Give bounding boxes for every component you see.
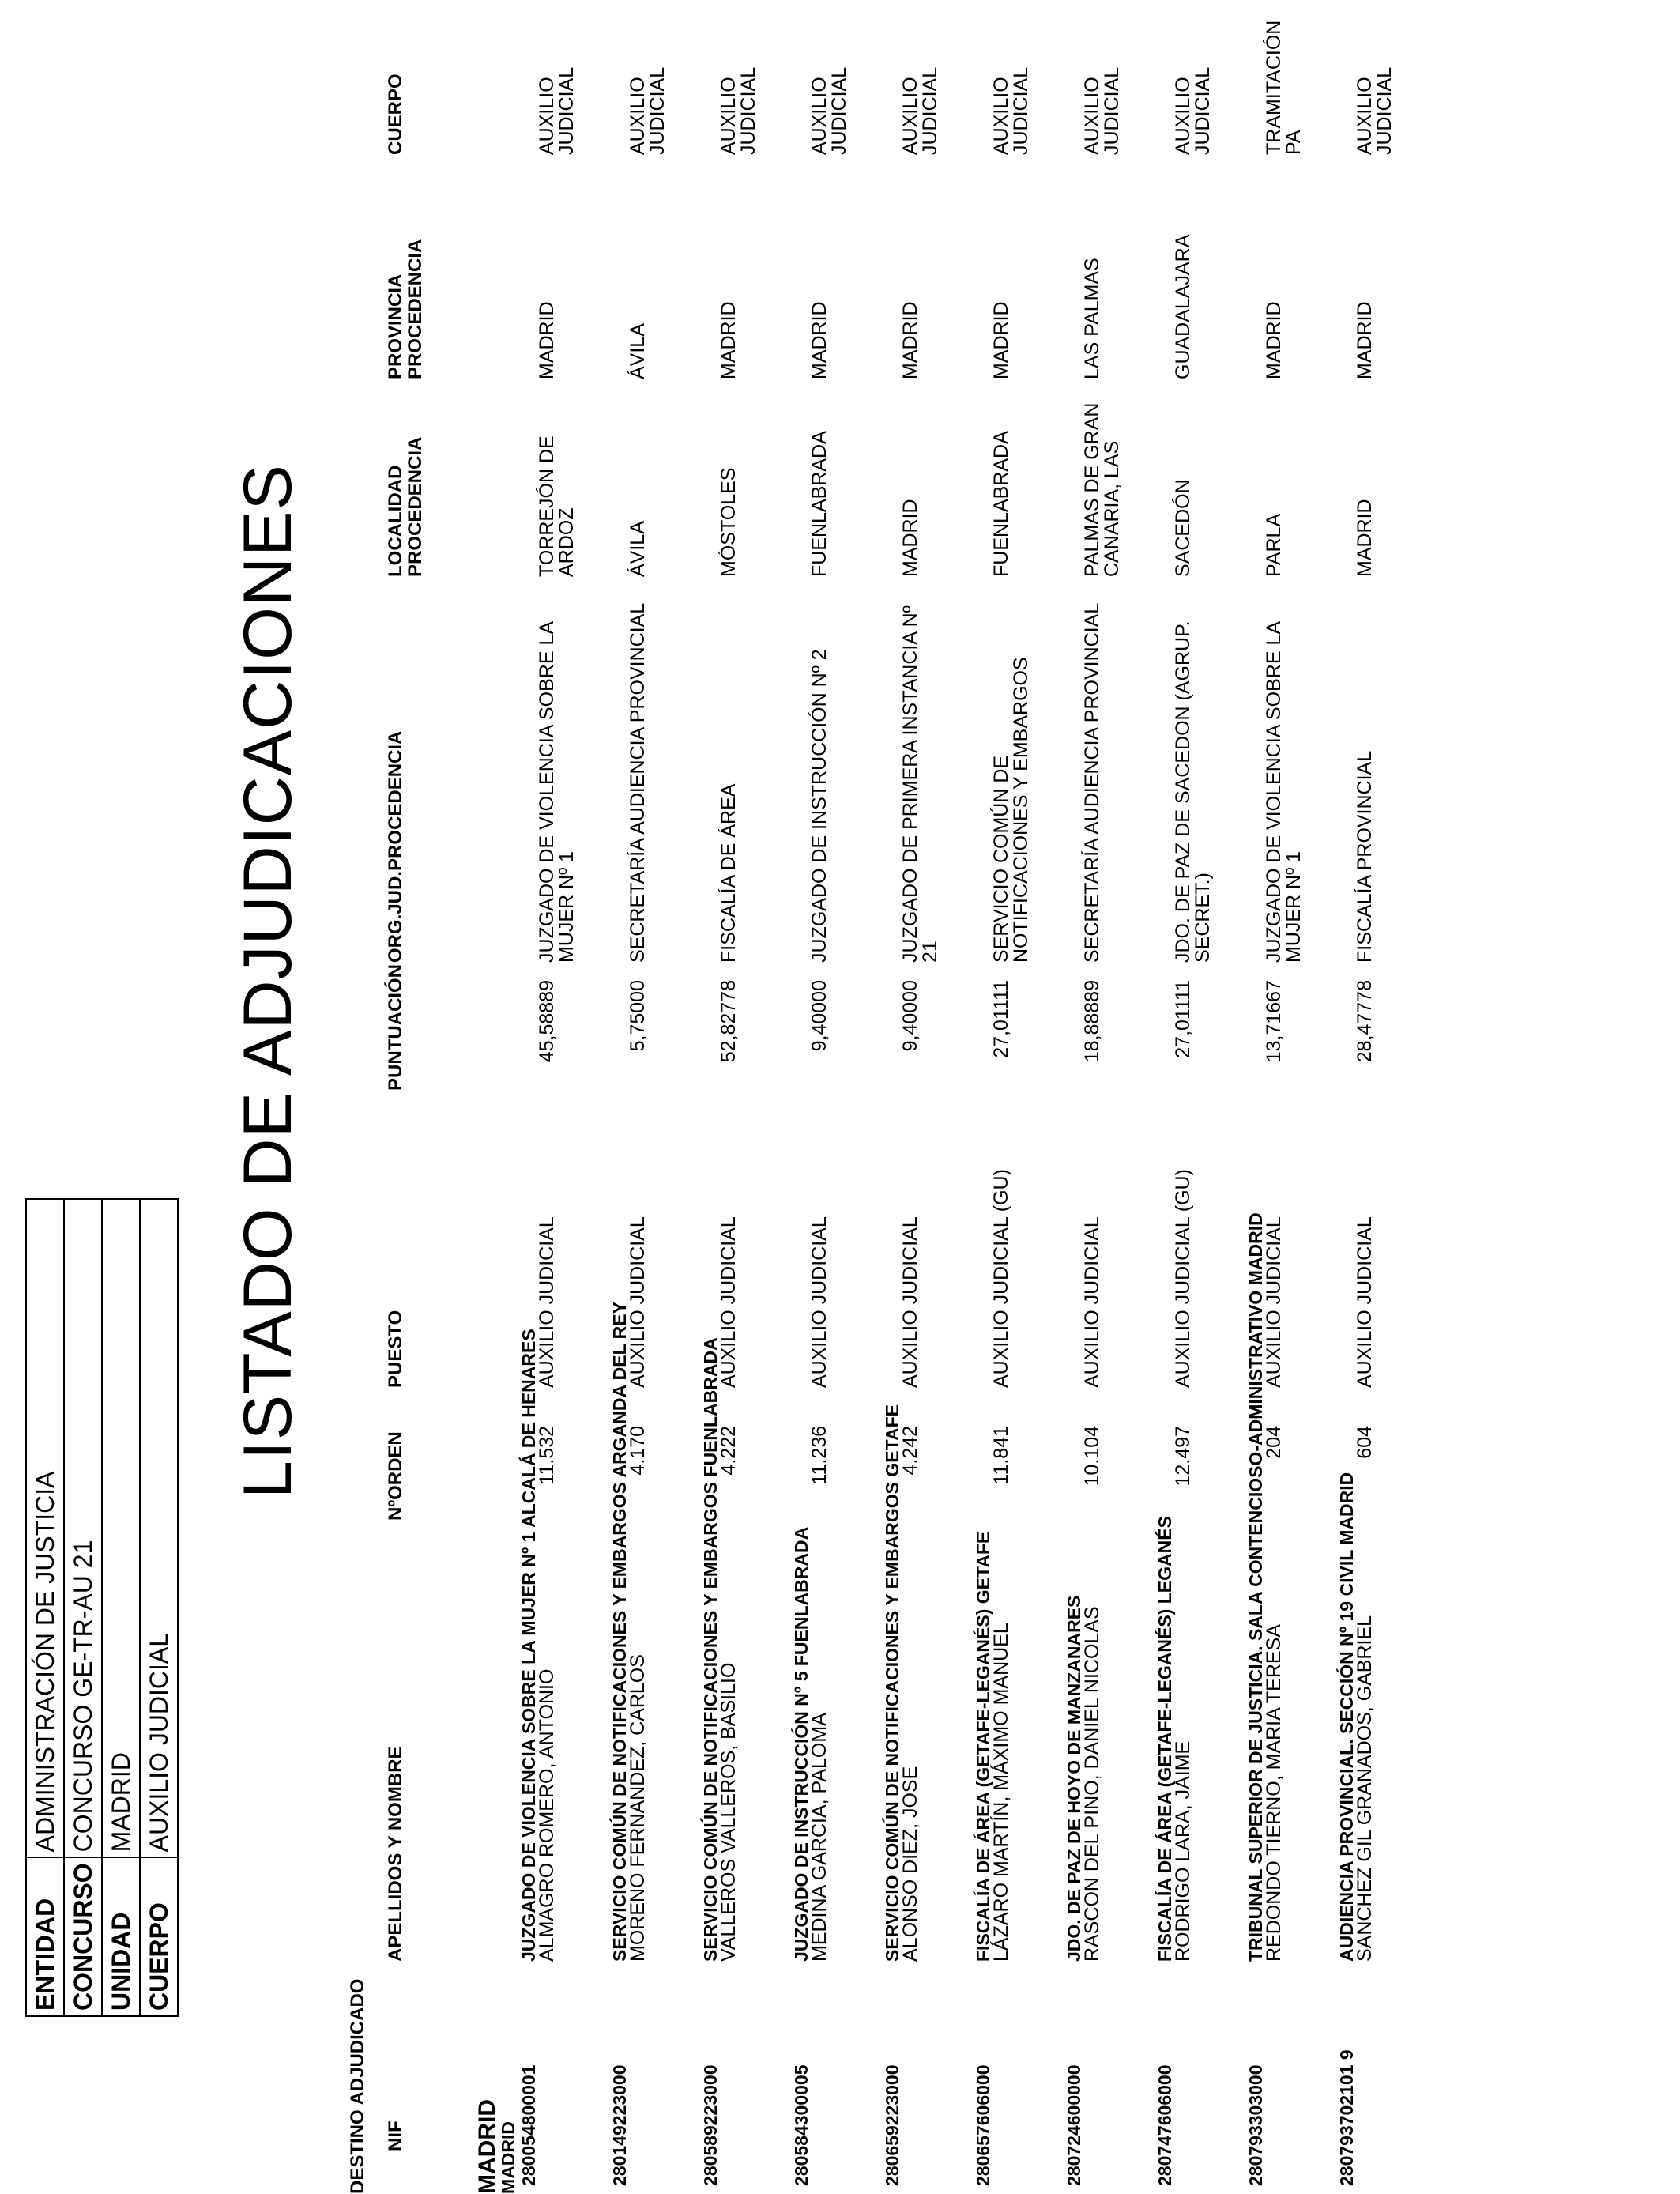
row-code: 280793702101 9 xyxy=(1336,2049,1357,2186)
row-cuerpo: AUXILIO JUDICIAL xyxy=(627,66,669,155)
info-key: CONCURSO xyxy=(64,1857,102,2016)
row-localidad: FUENLABRADA xyxy=(990,431,1012,577)
row-puesto: AUXILIO JUDICIAL xyxy=(899,1216,921,1388)
row-puesto: AUXILIO JUDICIAL xyxy=(808,1216,831,1388)
row-destino: JUZGADO DE VIOLENCIA SOBRE LA MUJER Nº 1 ALCALÁ DE HENARES xyxy=(518,1329,539,1962)
row-nombre: ALONSO DIEZ, JOSE xyxy=(899,1766,921,1962)
row-norden: 11.236 xyxy=(808,1426,831,1485)
row-destino: AUDIENCIA PROVINCIAL. SECCIÓN Nº 19 CIVIL MADRID xyxy=(1336,1472,1357,1962)
row-destino: FISCALÍA DE ÁREA (GETAFE-LEGANÉS) GETAFE xyxy=(973,1531,993,1962)
row-puesto: AUXILIO JUDICIAL xyxy=(718,1216,740,1388)
row-destino: TRIBUNAL SUPERIOR DE JUSTICIA. SALA CONTENCIOSO-ADMINISTRATIVO MADRID xyxy=(1245,1212,1266,1962)
row-puntuacion: 45,58889 xyxy=(536,980,558,1063)
row-orgjud: SECRETARÍA AUDIENCIA PROVINCIAL xyxy=(627,602,649,963)
row-orgjud: FISCALÍA PROVINCIAL xyxy=(1354,750,1376,963)
header-destino: DESTINO ADJUDICADO xyxy=(347,1978,368,2194)
row-destino: SERVICIO COMÚN DE NOTIFICACIONES Y EMBARGOS FUENLABRADA xyxy=(700,1337,721,1962)
row-nombre: MEDINA GARCIA, PALOMA xyxy=(808,1713,831,1962)
row-code: 280149223000 xyxy=(609,2064,630,2186)
row-code: 280054800001 xyxy=(518,2064,539,2186)
row-puntuacion: 27,01111 xyxy=(1172,980,1194,1058)
row-localidad: PALMAS DE GRAN CANARIA, LAS xyxy=(1081,402,1123,577)
info-value: MADRID xyxy=(102,1199,140,1857)
row-norden: 4.170 xyxy=(627,1426,649,1476)
row-orgjud: FISCALÍA DE ÁREA xyxy=(718,783,740,963)
row-provincia: MADRID xyxy=(990,301,1012,379)
info-key: ENTIDAD xyxy=(26,1857,64,2016)
header-nombre: APELLIDOS Y NOMBRE xyxy=(385,1746,406,1962)
info-key: UNIDAD xyxy=(102,1857,140,2016)
row-orgjud: JUZGADO DE VIOLENCIA SOBRE LA MUJER Nº 1 xyxy=(536,622,578,963)
row-provincia: MADRID xyxy=(808,301,831,379)
row-norden: 10.104 xyxy=(1081,1426,1103,1487)
info-value: ADMINISTRACIÓN DE JUSTICIA xyxy=(26,1199,64,1857)
row-code: 280657606000 xyxy=(973,2064,993,2186)
info-row xyxy=(64,1199,102,2016)
row-puesto: AUXILIO JUDICIAL xyxy=(1081,1216,1103,1388)
row-cuerpo: AUXILIO JUDICIAL xyxy=(990,66,1032,155)
row-puesto: AUXILIO JUDICIAL xyxy=(1354,1216,1376,1388)
row-provincia: GUADALAJARA xyxy=(1172,234,1194,379)
row-nombre: SANCHEZ GIL GRANADOS, GABRIEL xyxy=(1354,1615,1376,1962)
header-provincia: PROVINCIA PROCEDENCIA xyxy=(385,239,426,379)
row-puesto: AUXILIO JUDICIAL xyxy=(536,1216,558,1388)
row-orgjud: JDO. DE PAZ DE SACEDON (AGRUP. SECRET.) xyxy=(1172,620,1214,963)
row-puntuacion: 9,40000 xyxy=(808,980,831,1052)
row-nombre: RASCON DEL PINO, DANIEL NICOLAS xyxy=(1081,1606,1103,1962)
row-nombre: REDONDO TIERNO, MARIA TERESA xyxy=(1263,1624,1285,1962)
row-puntuacion: 9,40000 xyxy=(899,980,921,1052)
row-puesto: AUXILIO JUDICIAL xyxy=(627,1216,649,1388)
row-code: 280724600000 xyxy=(1064,2064,1084,2186)
info-row xyxy=(26,1199,64,2016)
row-puntuacion: 52,82778 xyxy=(718,980,740,1063)
row-orgjud: JUZGADO DE INSTRUCCIÓN Nº 2 xyxy=(808,649,831,963)
row-cuerpo: AUXILIO JUDICIAL xyxy=(808,66,850,155)
row-provincia: LAS PALMAS xyxy=(1081,258,1103,379)
row-localidad: PARLA xyxy=(1263,513,1285,577)
row-norden: 11.841 xyxy=(990,1426,1012,1485)
row-puntuacion: 28,47778 xyxy=(1354,980,1376,1063)
info-key: CUERPO xyxy=(140,1857,178,2016)
row-cuerpo: AUXILIO JUDICIAL xyxy=(718,66,759,155)
row-nombre: MORENO FERNANDEZ, CARLOS xyxy=(627,1654,649,1962)
row-nombre: RODRIGO LARA, JAIME xyxy=(1172,1740,1194,1962)
region-heading: MADRID xyxy=(474,2099,500,2194)
info-value: AUXILIO JUDICIAL xyxy=(140,1199,178,1857)
row-localidad: FUENLABRADA xyxy=(808,431,831,577)
row-cuerpo: AUXILIO JUDICIAL xyxy=(1172,66,1214,155)
header-orgjud: ORG.JUD.PROCEDENCIA xyxy=(385,730,406,963)
row-puntuacion: 13,71667 xyxy=(1263,980,1285,1063)
row-localidad: ÁVILA xyxy=(627,521,649,577)
row-code: 280793303000 xyxy=(1245,2064,1266,2186)
row-nombre: VALLEROS VALLEROS, BASILIO xyxy=(718,1662,740,1962)
header-norden: NºORDEN xyxy=(385,1431,406,1521)
page-title: LISTADO DE ADJUDICACIONES xyxy=(230,464,306,1498)
row-localidad: SACEDÓN xyxy=(1172,479,1194,577)
header-localidad: LOCALIDAD PROCEDENCIA xyxy=(385,436,426,577)
row-orgjud: SECRETARÍA AUDIENCIA PROVINCIAL xyxy=(1081,602,1103,963)
row-destino: SERVICIO COMÚN DE NOTIFICACIONES Y EMBARGOS ARGANDA DEL REY xyxy=(609,1302,630,1962)
row-orgjud: SERVICIO COMÚN DE NOTIFICACIONES Y EMBARGOS xyxy=(990,657,1032,963)
row-puesto: AUXILIO JUDICIAL (GU) xyxy=(1172,1169,1194,1388)
row-localidad: TORREJÓN DE ARDOZ xyxy=(536,435,578,577)
row-cuerpo: AUXILIO JUDICIAL xyxy=(1081,66,1123,155)
row-puntuacion: 27,01111 xyxy=(990,980,1012,1058)
row-code: 280747606000 xyxy=(1155,2064,1175,2186)
row-code: 280584300005 xyxy=(791,2064,812,2186)
row-norden: 4.242 xyxy=(899,1426,921,1476)
row-provincia: MADRID xyxy=(718,301,740,379)
row-puntuacion: 18,88889 xyxy=(1081,980,1103,1063)
row-norden: 11.532 xyxy=(536,1426,558,1485)
row-norden: 604 xyxy=(1354,1426,1376,1459)
row-destino: FISCALÍA DE ÁREA (GETAFE-LEGANÉS) LEGANÉS xyxy=(1155,1516,1175,1962)
row-destino: JDO. DE PAZ DE HOYO DE MANZANARES xyxy=(1064,1595,1084,1962)
header-puntuacion: PUNTUACIÓN xyxy=(385,964,406,1091)
row-puntuacion: 5,75000 xyxy=(627,980,649,1052)
header-puesto: PUESTO xyxy=(385,1310,406,1388)
info-row xyxy=(140,1199,178,2016)
row-provincia: ÁVILA xyxy=(627,323,649,379)
row-localidad: MADRID xyxy=(1354,499,1376,577)
info-value: CONCURSO GE-TR-AU 21 xyxy=(64,1199,102,1857)
row-code: 280589223000 xyxy=(700,2064,721,2186)
row-provincia: MADRID xyxy=(899,301,921,379)
row-destino: SERVICIO COMÚN DE NOTIFICACIONES Y EMBARGOS GETAFE xyxy=(882,1404,902,1962)
row-localidad: MADRID xyxy=(899,499,921,577)
row-orgjud: JUZGADO DE PRIMERA INSTANCIA Nº 21 xyxy=(899,605,941,963)
header-nif: NIF xyxy=(385,2120,406,2151)
row-provincia: MADRID xyxy=(536,301,558,379)
row-cuerpo: AUXILIO JUDICIAL xyxy=(1354,66,1396,155)
row-orgjud: JUZGADO DE VIOLENCIA SOBRE LA MUJER Nº 1 xyxy=(1263,622,1305,963)
header-cuerpo: CUERPO xyxy=(385,74,406,155)
row-nombre: LÁZARO MARTÍN, MÁXIMO MANUEL xyxy=(990,1623,1012,1962)
row-cuerpo: TRAMITACIÓN PA xyxy=(1263,20,1305,155)
row-destino: JUZGADO DE INSTRUCCIÓN Nº 5 FUENLABRADA xyxy=(791,1526,812,1962)
row-puesto: AUXILIO JUDICIAL (GU) xyxy=(990,1169,1012,1388)
row-norden: 204 xyxy=(1263,1426,1285,1459)
row-localidad: MÓSTOLES xyxy=(718,467,740,577)
row-provincia: MADRID xyxy=(1263,301,1285,379)
info-table xyxy=(25,1198,179,2017)
row-nombre: ALMAGRO ROMERO, ANTONIO xyxy=(536,1668,558,1962)
row-cuerpo: AUXILIO JUDICIAL xyxy=(899,66,941,155)
row-cuerpo: AUXILIO JUDICIAL xyxy=(536,66,578,155)
row-puesto: AUXILIO JUDICIAL xyxy=(1263,1216,1285,1388)
row-norden: 12.497 xyxy=(1172,1426,1194,1487)
row-norden: 4.222 xyxy=(718,1426,740,1476)
row-provincia: MADRID xyxy=(1354,301,1376,379)
subregion-heading: MADRID xyxy=(498,2121,518,2194)
info-row xyxy=(102,1199,140,2016)
row-code: 280659223000 xyxy=(882,2064,902,2186)
